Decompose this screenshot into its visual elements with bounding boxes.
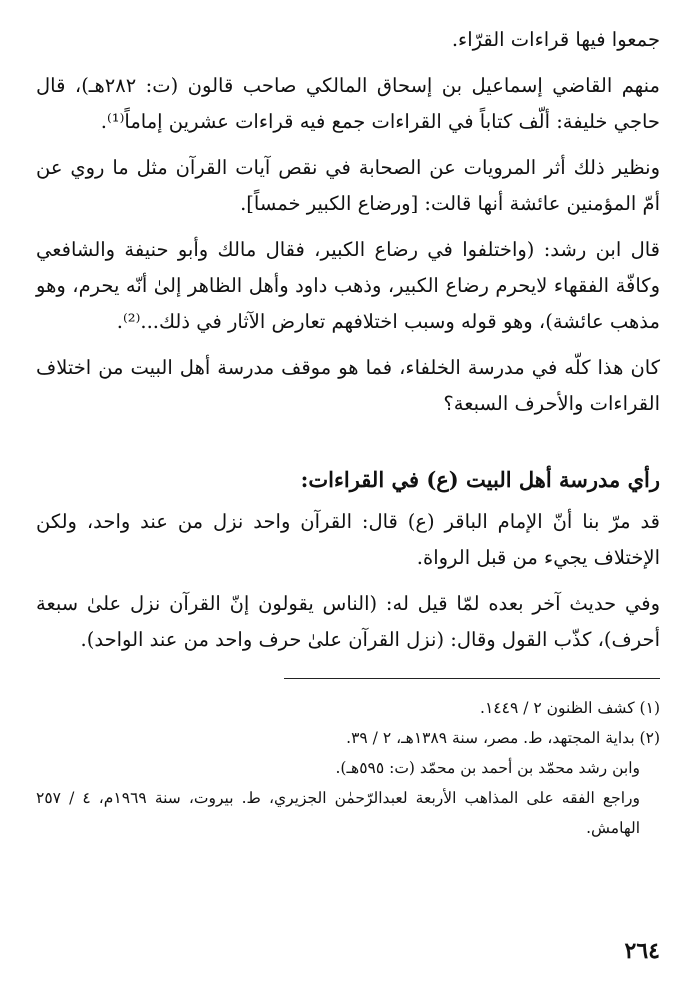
paragraph-ibn-rushd-quote: قال ابن رشد: (واختلفوا في رضاع الكبير، فقال مالك وأبو حنيفة والشافعي وكافّة الفقهاء لايحرم رضاع الكبير، وذهب داود وأهل الظاهر إلىٰ أنّه يحرم، وهو مذهب عائشة)، وهو قوله وسبب اختلافهم تعارض الآثار في ذلك...⁽²⁾.: [36, 238, 660, 333]
section-heading: رأي مدرسة أهل البيت (ع) في القراءات:: [300, 467, 660, 492]
paragraph-transition: كان هذا كلّه في مدرسة الخلفاء، فما هو موقف مدرسة أهل البيت من اختلاف القراءات والأحرف السبعة؟: [36, 356, 660, 415]
footnote-2-continuation-b: وراجع الفقه على المذاهب الأربعة لعبدالرّحمٰن الجزيري، ط. بيروت، سنة ١٩٦٩م، ٤ / ٢٥٧ الهامش.: [36, 789, 641, 837]
book-page: [36, 22, 660, 996]
paragraph-seven-letters: وفي حديث آخر بعده لمّا قيل له: (الناس يقولون إنّ القرآن نزل علىٰ سبعة أحرف)، كذّب القول وقال: (نزل القرآن علىٰ حرف واحد من عند الواحد).: [36, 592, 660, 651]
paragraph-continuation: جمعوا فيها قراءات القرّاء.: [451, 28, 660, 51]
footnote-1: (١) كشف الظنون ٢ / ١٤٤٩.: [480, 699, 660, 717]
footnote-separator: [284, 678, 660, 679]
paragraph-aisha-narration: ونظير ذلك أثر المرويات عن الصحابة في نقص آيات القرآن مثل ما روي عن أمّ المؤمنين عائشة أنها قالت: [ورضاع الكبير خمساً].: [36, 156, 660, 215]
page-number: ٢٦٤: [624, 938, 660, 964]
footnote-2: (٢) بداية المجتهد، ط. مصر، سنة ١٣٨٩هـ، ٢ / ٣٩.: [346, 729, 660, 747]
footnote-2-continuation-a: وابن رشد محمّد بن أحمد بن محمّد (ت: ٥٩٥هـ).: [335, 759, 640, 777]
paragraph-imam-baqir: قد مرّ بنا أنّ الإمام الباقر (ع) قال: القرآن واحد نزل من عند واحد، ولكن الإختلاف يجيء من قبل الرواة.: [36, 510, 660, 569]
paragraph-qalun: منهم القاضي إسماعيل بن إسحاق المالكي صاحب قالون (ت: ٢٨٢هـ)، قال حاجي خليفة: ألّف كتاباً في القراءات جمع فيه قراءات عشرين إماماً⁽¹⁾.: [36, 74, 660, 133]
